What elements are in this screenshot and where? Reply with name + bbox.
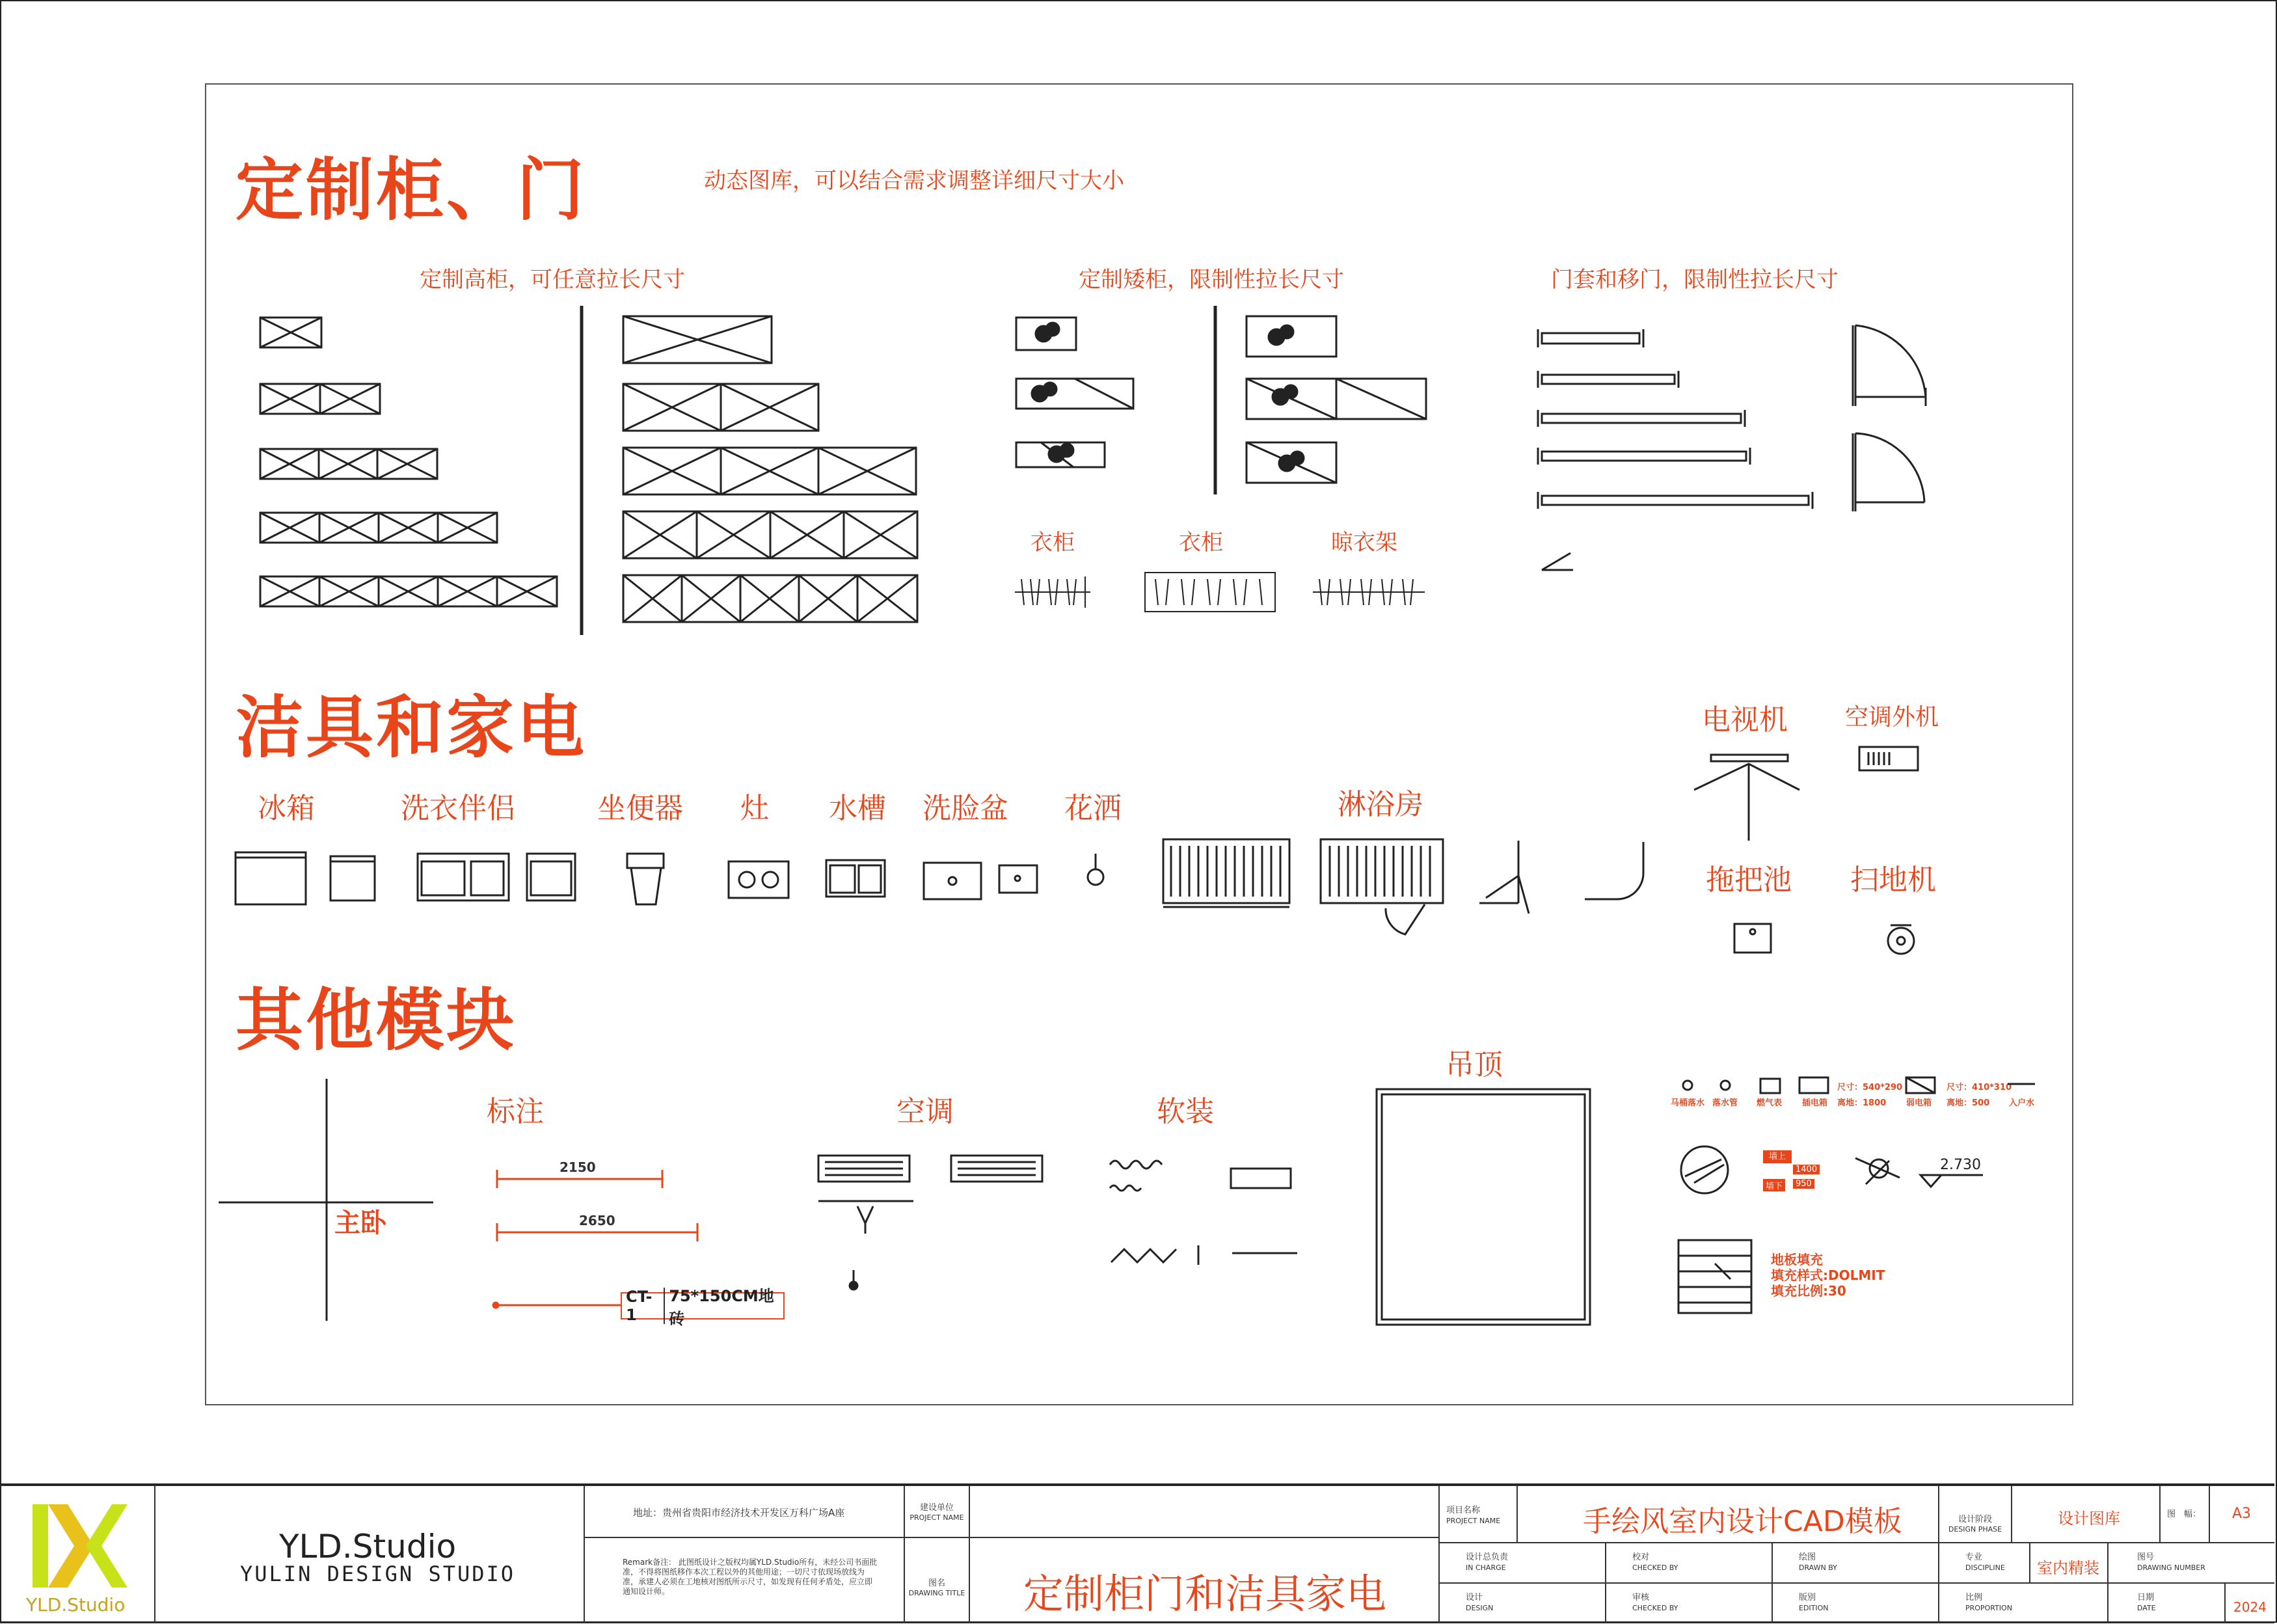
studio-name-en: YULIN DESIGN STUDIO [240,1562,516,1586]
ac-label: 空调 [896,1095,954,1128]
toilet-icon [627,854,664,904]
shower-label: 花洒 [1064,792,1122,825]
legend-power-box: 插电箱 [1802,1098,1828,1108]
section-title-appliances: 洁具和家电 [236,688,587,767]
discipline-cell [2030,1543,2108,1583]
sliding-door-3 [1538,410,1745,427]
construction-unit-en: PROJECT NAME [909,1513,964,1522]
low-cabinet-large-1 [1246,316,1336,357]
room-tag-crosshair [219,1079,433,1321]
edition-cn: 版别 [1799,1593,1816,1603]
design-cell [1439,1583,1606,1623]
drawing-title-en: DRAWING TITLE [908,1589,965,1597]
studio-cell [155,1485,584,1623]
sliding-door-4 [1538,448,1750,465]
ceiling-frame [1377,1089,1590,1325]
date-en: DATE [2137,1604,2156,1612]
level-marker [1920,1175,1983,1187]
dimension-1: 2150 [559,1159,596,1175]
swing-door-2 [1853,433,1924,511]
ac-outdoor-icon [1859,747,1918,770]
address-text: 地址：贵州省贵阳市经济技术开发区万科广场A座 [633,1507,845,1519]
size-label-cell [2160,1485,2209,1543]
drawing-title-cell [969,1537,1439,1623]
wardrobe-hanger-1 [1015,576,1090,608]
basin-icon [924,863,981,899]
discipline: 室内精装 [2037,1559,2099,1577]
logo-text: YLD.Studio [26,1594,126,1616]
drawing-title-label-cell [904,1537,969,1623]
drying-rack-label: 晾衣架 [1331,530,1397,556]
dimension-line-2 [497,1223,697,1241]
legend-gas-meter: 燃气表 [1757,1098,1783,1108]
legend-drain-pipe: 落水管 [1712,1098,1738,1108]
room-tag: 主卧 [334,1208,386,1238]
low-cabinet-large-2 [1246,379,1426,419]
phase: 设计图库 [2058,1509,2120,1528]
fridge-label: 冰箱 [258,792,315,825]
construction-unit-value [969,1485,1439,1537]
annotation-label: 标注 [487,1095,544,1128]
shower-tray-1 [1163,839,1289,907]
number-cell [2108,1543,2274,1583]
level-value: 2.730 [1940,1157,1981,1173]
project-name-cell [1517,1485,1939,1543]
address-cell [584,1485,904,1537]
remark-cell [584,1537,904,1623]
logo-cell [0,1485,155,1623]
ac-indoor-icon-2 [951,1156,1042,1182]
washer-icon [418,854,509,900]
sink-label: 水槽 [829,792,886,825]
low-cabinet-small-1 [1016,318,1076,350]
size-cn: 图 幅： [2167,1509,2202,1519]
low-cabinet-large-3 [1246,442,1336,483]
wardrobe-label-1: 衣柜 [1031,530,1075,556]
project-name-cn: 项目名称 [1446,1506,1481,1515]
soft-furnishing-label: 软装 [1157,1095,1214,1128]
in-charge-cell [1439,1543,1606,1583]
ac-outdoor-label: 空调外机 [1845,704,1939,731]
low-cabinet-small-2 [1016,379,1133,409]
basin-label: 洗脸盆 [923,792,1008,825]
tall-cabinet-small-1 [260,318,321,347]
legend-power-size: 尺寸：540*290 [1837,1083,1903,1092]
date-cn: 日期 [2137,1593,2155,1603]
reviewed-cn: 审核 [1632,1593,1650,1603]
stove-label: 灶 [740,792,769,825]
tall-cabinet-large-4 [623,511,917,558]
tall-cabinet-small-4 [260,513,497,543]
date: 2024 [2233,1599,2267,1615]
phase-cell [2012,1485,2160,1543]
legend-symbols [1683,1077,2035,1093]
height-tag-1400: 1400 [1793,1165,1820,1174]
shower-screen-1 [1479,841,1529,914]
phase-cn: 设计阶段 [1958,1515,1992,1524]
legend-weak-height: 离地：500 [1947,1098,1990,1108]
tv-icon [1694,755,1799,841]
design-en: DESIGN [1466,1604,1494,1612]
library-note: 动态图库，可以结合需求调整详细尺寸大小 [704,168,1124,194]
drawing-title-cn: 图名 [928,1578,945,1588]
date-label-cell [2108,1583,2225,1623]
washer-label: 洗衣伴侣 [401,792,515,825]
checked-cell [1606,1543,1772,1583]
robot-vacuum-label: 扫地机 [1850,863,1936,897]
shower-tray-2 [1321,839,1443,934]
distribution-icon [1681,1146,1728,1193]
height-tag-up: 墙上 [1768,1152,1786,1161]
curtain-icon [1110,1161,1162,1191]
swing-door-1 [1853,325,1926,406]
cushion-icon [1231,1169,1291,1188]
legend-weak-size: 尺寸：410*310 [1947,1083,2012,1092]
construction-unit-cell [904,1485,969,1537]
shower-head-icon [1088,854,1103,885]
sliding-door-1 [1538,329,1643,347]
stove-icon [729,861,788,898]
tall-cabinet-small-3 [260,449,437,479]
washer-small-icon [527,854,575,900]
toilet-label: 坐便器 [597,792,683,825]
number-cn: 图号 [2137,1552,2155,1562]
tall-cabinet-large-1 [623,316,772,363]
design-cn: 设计 [1466,1593,1483,1603]
project-name: 手绘风室内设计CAD模板 [1583,1505,1902,1538]
ac-vent-icon [850,1206,873,1290]
fridge-small-icon [330,856,375,900]
proportion-en: PROPORTION [1965,1604,2012,1612]
zigzag-curtain-icon [1111,1245,1198,1265]
phase-en: DESIGN PHASE [1948,1525,2002,1534]
ac-indoor-icon-1 [818,1156,913,1201]
tall-cabinet-large-2 [623,384,818,431]
basin-small-icon [999,865,1037,893]
tall-cabinet-large-3 [623,448,916,494]
legend-toilet-drain: 马桶落水 [1671,1098,1705,1108]
person-icon [1855,1158,1900,1184]
discipline-label-cell [1939,1543,2030,1583]
wardrobe-label-2: 衣柜 [1179,530,1223,556]
discipline-cn: 专业 [1965,1552,1983,1562]
door-angle-mark [1542,553,1570,570]
sliding-door-2 [1538,371,1678,388]
tall-cabinet-small-5 [260,576,557,606]
construction-unit-cn: 建设单位 [919,1503,954,1513]
material-leader [493,1303,621,1308]
discipline-en: DISCIPLINE [1965,1563,2005,1572]
low-cabinet-label: 定制矮柜，限制性拉长尺寸 [1079,267,1344,293]
drying-rack-icon [1313,579,1425,605]
size-cell [2209,1485,2274,1543]
material-code: CT-1 [622,1288,665,1324]
height-tag-950: 950 [1793,1179,1814,1189]
sliding-door-5 [1538,492,1812,509]
material-desc: 75*150CM地砖 [669,1287,774,1328]
tall-cabinet-large-5 [623,575,917,622]
reviewed-cell [1606,1583,1772,1623]
project-name-label-cell [1439,1485,1517,1543]
section-title-others: 其他模块 [236,981,517,1060]
shower-room-label: 淋浴房 [1338,788,1423,821]
shower-screen-2 [1585,842,1643,899]
floor-fill-title: 地板填充 [1771,1252,1823,1267]
robot-vacuum-icon [1888,925,1914,954]
project-name-en: PROJECT NAME [1446,1517,1501,1525]
legend-power-height: 离地：1800 [1837,1098,1887,1108]
checked-cn: 校对 [1632,1552,1650,1562]
floor-fill-style: 填充样式:DOLMIT [1771,1267,1885,1283]
dimension-line-1 [497,1170,662,1188]
edition-en: EDITION [1799,1604,1829,1612]
title-block [0,1483,2274,1623]
remark-text: Remark备注： 此图纸设计之版权均属YLD.Studio所有，未经公司书面批准，不得将图纸移作本次工程以外的其他用途；一切尺寸依现场放线为准，承建人必须在工地核对图纸所示尺寸，如发现有任何矛盾处，应立即通知设计师。 [623,1558,878,1596]
sink-icon [826,860,885,897]
proportion-cn: 比例 [1965,1593,1983,1603]
wardrobe-hanger-2 [1145,573,1275,612]
mop-sink-icon [1734,924,1771,953]
studio-name: YLD.Studio [279,1528,457,1565]
tall-cabinet-small-2 [260,384,380,414]
legend-weak-box: 弱电箱 [1906,1098,1932,1108]
in-charge-cn: 设计总负责 [1466,1552,1509,1562]
in-charge-en: IN CHARGE [1466,1563,1506,1572]
drawing-title: 定制柜门和洁具家电 [1023,1570,1387,1617]
tall-cabinet-label: 定制高柜，可任意拉长尺寸 [420,267,685,293]
ceiling-label: 吊顶 [1446,1048,1503,1081]
number-en: DRAWING NUMBER [2137,1563,2205,1572]
date-cell [2225,1583,2274,1623]
floor-fill-box [1678,1240,1751,1313]
checked-en: CHECKED BY [1632,1563,1678,1572]
phase-label-cell [1939,1485,2012,1543]
edition-cell [1772,1583,1939,1623]
low-cabinet-small-3 [1016,442,1105,467]
size: A3 [2232,1506,2252,1522]
section-title-cabinets: 定制柜、门 [236,150,587,230]
door-label: 门套和移门，限制性拉长尺寸 [1551,267,1839,293]
fridge-icon [236,852,306,904]
proportion-cell [1939,1583,2108,1623]
floor-fill-scale: 填充比例:30 [1771,1283,1846,1299]
tv-label: 电视机 [1702,703,1788,737]
drawn-cn: 绘图 [1799,1552,1816,1562]
drawn-cell [1772,1543,1939,1583]
height-tag-down: 墙下 [1763,1179,1785,1191]
drawn-en: DRAWN BY [1799,1563,1837,1572]
dimension-2: 2650 [579,1213,615,1228]
reviewed-en: CHECKED BY [1632,1604,1678,1612]
mop-sink-label: 拖把池 [1706,863,1792,897]
legend-water-inlet: 入户水 [2009,1098,2035,1108]
